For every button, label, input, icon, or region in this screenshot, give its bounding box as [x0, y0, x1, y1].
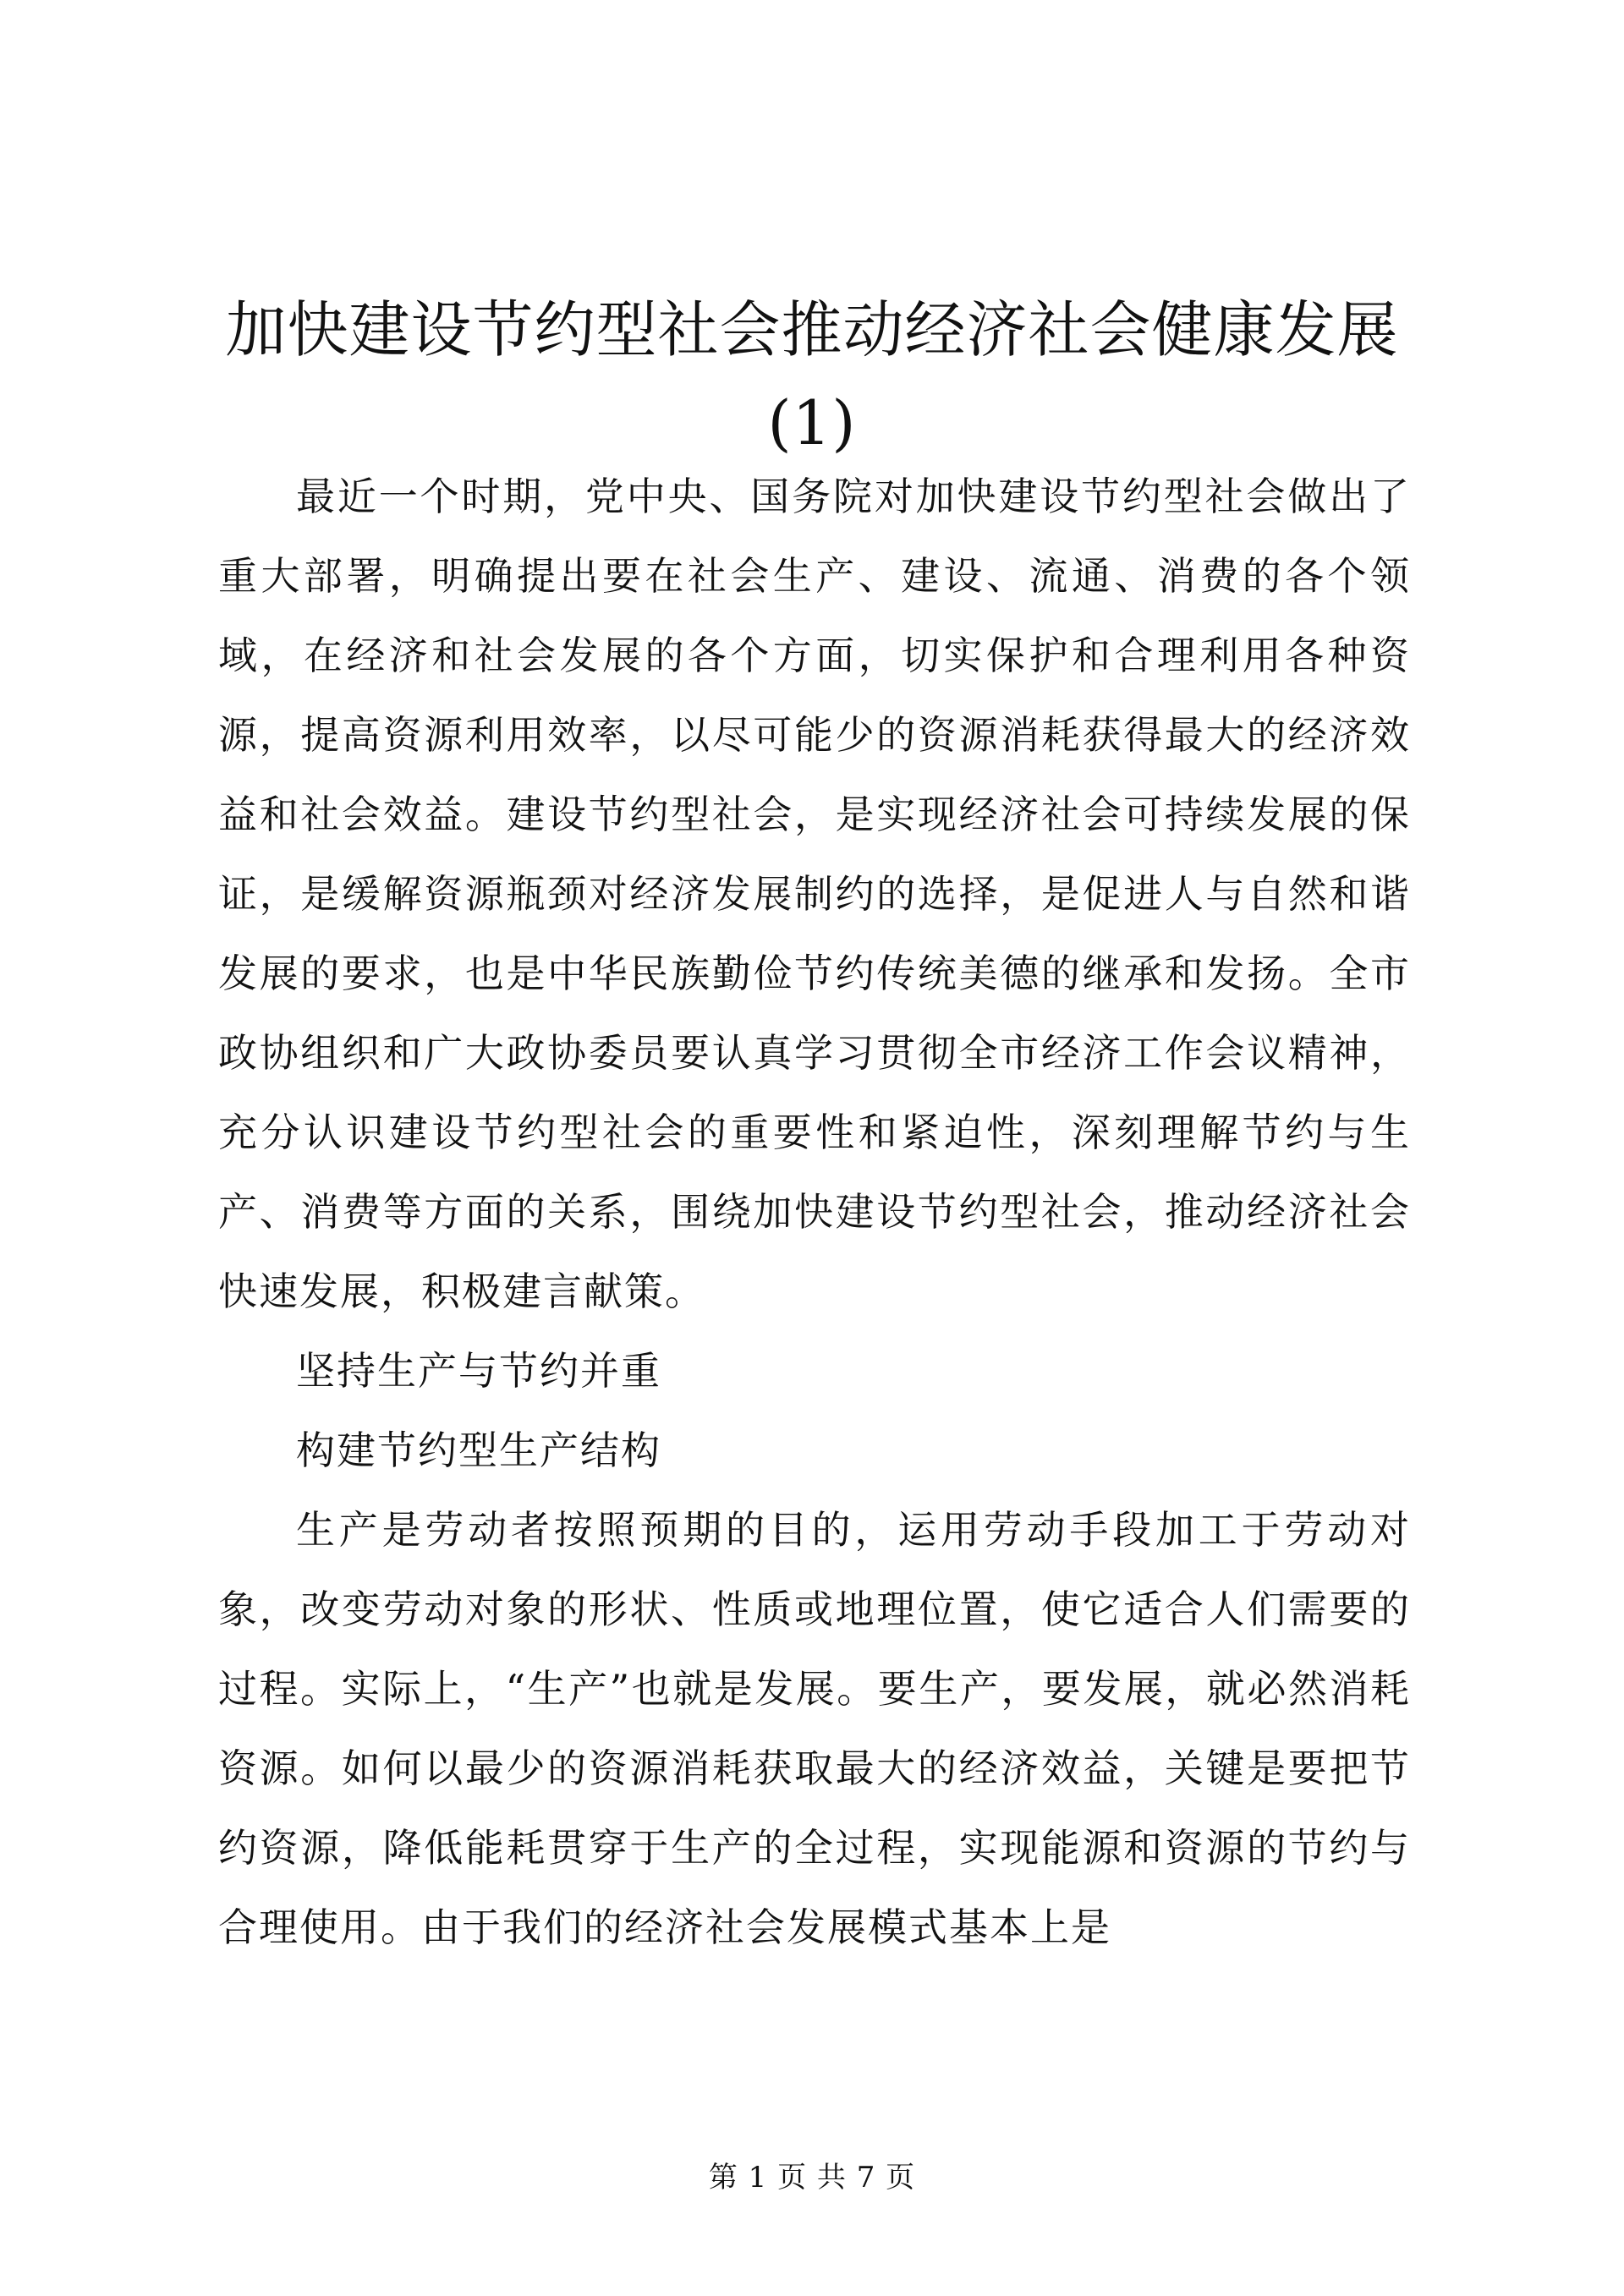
page-number-footer: 第 1 页 共 7 页 — [708, 2161, 916, 2195]
document-body — [218, 457, 1411, 1967]
body-paragraph-intro: 最近一个时期，党中央、国务院对加快建设节约型社会做出了重大部署，明确提出要在社会生产、建设、流通、消费的各个领域，在经济和社会发展的各个方面，切实保护和合理利用各种资源，提高资源利用效率，以尽可能少的资源消耗获得最大的经济效益和社会效益。建设节约型社会，是实现经济社会可持续发展的保证，是缓解资源瓶颈对经济发展制约的选择，是促进人与自然和谐发展的要求，也是中华民族勤俭节约传统美德的继承和发扬。全市政协组织和广大政协委员要认真学习贯彻全市经济工作会议精神，充分认识建设节约型社会的重要性和紧迫性，深刻理解节约与生产、消费等方面的关系，围绕加快建设节约型社会，推动经济社会快速发展，积极建言献策。 — [218, 474, 1411, 1314]
section-heading-2: 构建节约型生产结构 — [296, 1427, 661, 1473]
document-title-line-1: 加快建设节约型社会推动经济社会健康发展 — [225, 294, 1399, 365]
document-title — [211, 283, 1413, 469]
document-title-line-2: (1) — [767, 387, 857, 458]
body-paragraph-production: 生产是劳动者按照预期的目的，运用劳动手段加工于劳动对象，改变劳动对象的形状、性质或地理位置，使它适合人们需要的过程。实际上，“生产”也就是发展。要生产，要发展，就必然消耗资源。如何以最少的资源消耗获取最大的经济效益，关键是要把节约资源，降低能耗贯穿于生产的全过程，实现能源和资源的节约与合理使用。由于我们的经济社会发展模式基本上是 — [218, 1507, 1411, 1950]
section-heading-1: 坚持生产与节约并重 — [296, 1348, 661, 1394]
